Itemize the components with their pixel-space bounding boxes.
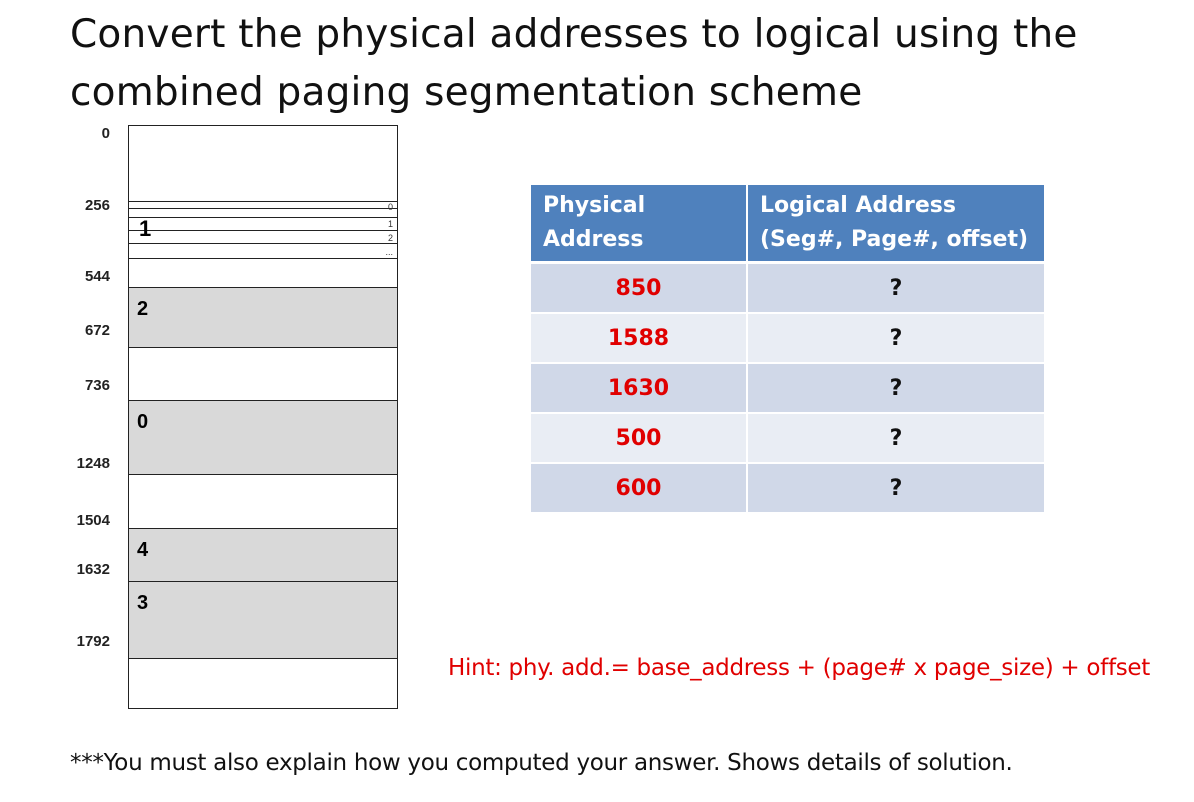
page-table-line xyxy=(129,208,397,209)
page-table-index: 2 xyxy=(387,233,393,243)
physical-address-cell: 500 xyxy=(531,413,747,463)
address-label-544: 544 xyxy=(84,268,110,285)
page-table-index: ... xyxy=(385,247,393,257)
page-table-index: 1 xyxy=(387,219,393,229)
address-label-1632: 1632 xyxy=(76,561,110,578)
segment-number: 3 xyxy=(137,592,149,614)
address-label-1248: 1248 xyxy=(76,455,110,472)
page-table-line xyxy=(129,230,397,231)
header-logical-address xyxy=(747,185,1044,263)
address-label-1792: 1792 xyxy=(76,633,110,650)
header-logical-line1: Logical Address xyxy=(760,193,956,218)
table-row xyxy=(531,263,1044,314)
physical-address-cell: 1630 xyxy=(531,363,747,413)
table-row xyxy=(531,413,1044,463)
header-logical-line2: (Seg#, Page#, offset) xyxy=(760,227,1029,252)
logical-address-cell: ? xyxy=(747,313,1044,363)
page-title: Convert the physical addresses to logical using the combined paging segmentation scheme xyxy=(70,12,1078,115)
segment-number: 4 xyxy=(137,539,149,561)
segment-1-page-table-label: 1 xyxy=(139,216,152,241)
physical-address-cell: 1588 xyxy=(531,313,747,363)
physical-memory-diagram xyxy=(128,125,398,709)
address-label-1504: 1504 xyxy=(76,512,110,529)
table-row xyxy=(531,363,1044,413)
memory-segment-0 xyxy=(129,400,397,475)
segment-number: 2 xyxy=(137,298,149,320)
header-physical-line2: Address xyxy=(543,227,644,252)
page-table-line xyxy=(129,243,397,244)
logical-address-cell: ? xyxy=(747,363,1044,413)
page-table-line xyxy=(129,258,397,259)
instructions-note: ***You must also explain how you computed your answer. Shows details of solution. xyxy=(70,750,1013,776)
address-label-736: 736 xyxy=(84,377,110,394)
memory-segment-4 xyxy=(129,528,397,583)
logical-address-cell: ? xyxy=(747,263,1044,314)
hint-text: Hint: phy. add.= base_address + (page# x page_size) + offset xyxy=(448,655,1150,681)
memory-segment-2 xyxy=(129,287,397,348)
page-table-line xyxy=(129,217,397,218)
page-table-line xyxy=(129,201,397,202)
logical-address-cell: ? xyxy=(747,463,1044,513)
segment-number: 0 xyxy=(137,411,149,433)
table-row xyxy=(531,463,1044,513)
physical-address-cell: 850 xyxy=(531,263,747,314)
address-label-672: 672 xyxy=(84,322,110,339)
logical-address-cell: ? xyxy=(747,413,1044,463)
table-row xyxy=(531,313,1044,363)
page-table-index: 0 xyxy=(387,202,393,212)
address-label-256: 256 xyxy=(84,197,110,214)
address-label-0: 0 xyxy=(101,125,110,142)
header-physical-line1: Physical xyxy=(543,193,646,218)
header-physical-address xyxy=(531,185,747,263)
memory-segment-3 xyxy=(129,581,397,659)
table-header-row xyxy=(531,185,1044,263)
address-conversion-table xyxy=(531,185,1044,514)
physical-address-cell: 600 xyxy=(531,463,747,513)
